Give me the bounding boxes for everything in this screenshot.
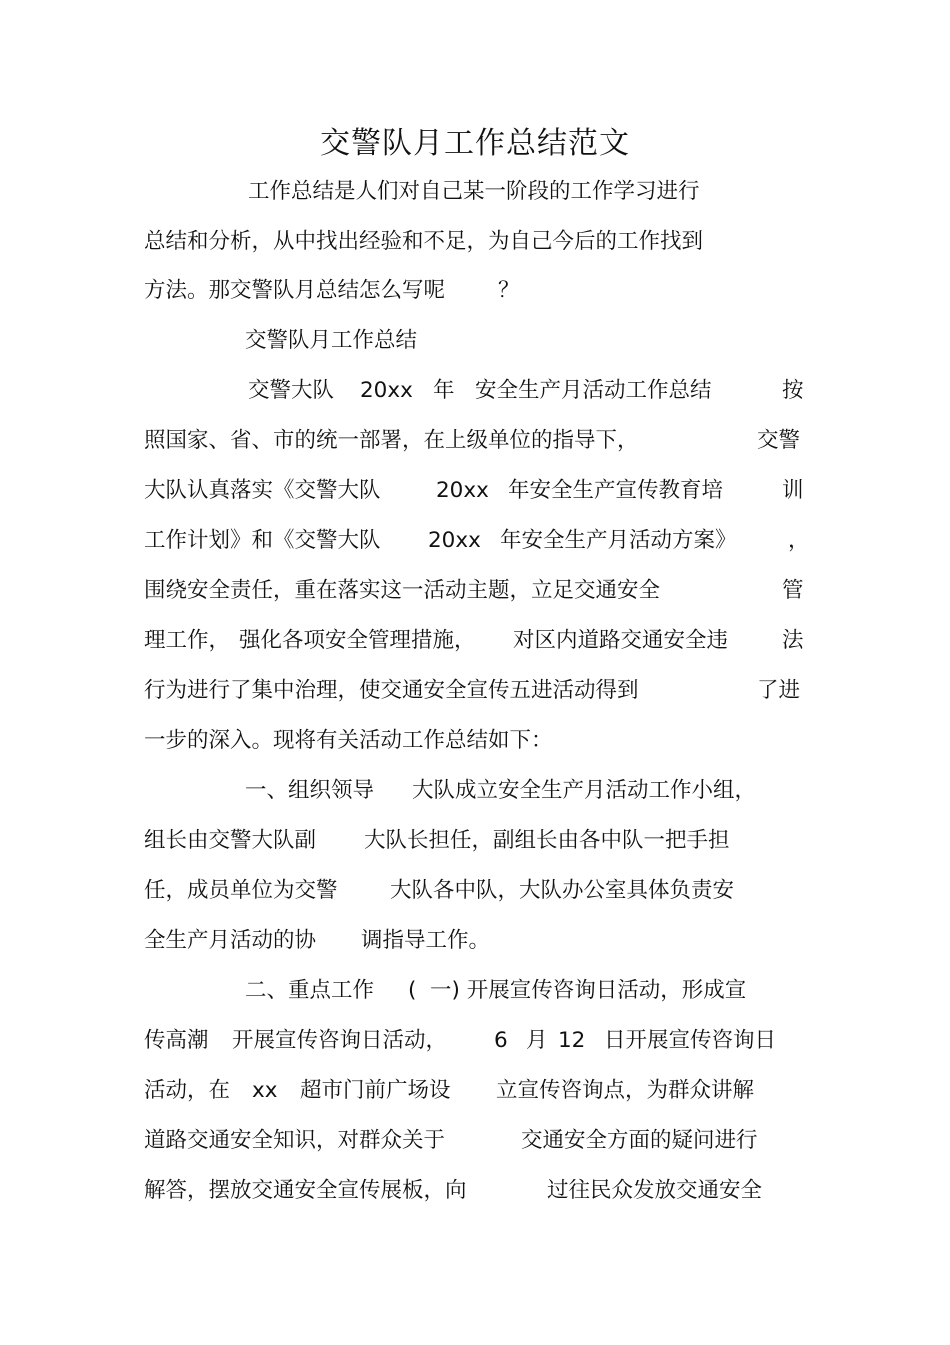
section-heading: 交警队月工作总结: [245, 328, 418, 353]
text-line: [0, 1026, 950, 1056]
text-segment: 工作计划》和《交警大队: [144, 528, 381, 553]
text-segment: 交警大队: [248, 378, 335, 403]
text-segment: 强化各项安全管理措施，: [239, 628, 476, 653]
text-segment: 大队认真落实《交警大队: [144, 478, 381, 503]
text-segment: 安全生产月活动工作总结: [475, 378, 712, 403]
text-segment: 6: [494, 1028, 508, 1053]
text-line: [0, 1076, 950, 1106]
text-line: [0, 326, 950, 356]
text-line: [0, 626, 950, 656]
text-segment: 交通安全方面的疑问进行: [521, 1128, 758, 1153]
text-line: [0, 276, 950, 306]
text-segment: 传高潮: [144, 1028, 209, 1053]
text-line: [0, 227, 950, 257]
text-segment: 行为进行了集中治理，使交通安全宣传五进活动得到: [144, 678, 639, 703]
text-line: [0, 826, 950, 856]
text-segment: 大队成立安全生产月活动工作小组，: [412, 778, 757, 803]
text-segment: 交警: [757, 428, 801, 453]
text-segment: 解答，摆放交通安全宣传展板，向: [144, 1178, 467, 1203]
text-segment: ，: [788, 528, 810, 553]
text-segment: 围绕安全责任，重在落实这一活动主题，立足交通安全: [144, 578, 661, 603]
text-segment: ？: [498, 278, 520, 303]
text-segment: 理工作，: [144, 628, 231, 653]
text-line: [0, 876, 950, 906]
text-segment: 年安全生产月活动方案》: [500, 528, 737, 553]
section-heading: 二、重点工作: [245, 978, 375, 1003]
text-segment: 20xx: [428, 528, 481, 553]
text-segment: 月: [526, 1028, 548, 1053]
text-segment: 总结和分析，从中找出经验和不足，为自己今后的工作找到: [144, 229, 704, 254]
text-segment: 日开展宣传咨询日: [604, 1028, 777, 1053]
text-segment: 开展宣传咨询日活动，: [232, 1028, 448, 1053]
text-line: [0, 476, 950, 506]
text-line: [0, 676, 950, 706]
text-segment: 年: [433, 378, 455, 403]
text-segment: 了进: [757, 678, 801, 703]
text-segment: 法: [782, 628, 804, 653]
text-segment: 大队各中队，大队办公室具体负责安: [390, 878, 735, 903]
text-segment: 12: [558, 1028, 586, 1053]
text-segment: 超市门前广场设: [300, 1078, 451, 1103]
text-line: [0, 1126, 950, 1156]
text-segment: 道路交通安全知识，对群众关于: [144, 1128, 446, 1153]
text-line: [0, 1176, 950, 1206]
text-segment: 全生产月活动的协: [144, 928, 317, 953]
text-line: [0, 426, 950, 456]
text-line: [0, 776, 950, 806]
text-segment: 训: [782, 478, 804, 503]
text-line: [0, 376, 950, 406]
text-segment: 一步的深入。现将有关活动工作总结如下：: [144, 728, 553, 753]
text-segment: 过往民众发放交通安全: [547, 1178, 763, 1203]
text-line: [0, 726, 950, 756]
text-segment: 工作总结是人们对自己某一阶段的工作学习进行: [248, 179, 700, 204]
text-segment: 任，成员单位为交警: [144, 878, 338, 903]
text-segment: 大队长担任，副组长由各中队一把手担: [364, 828, 730, 853]
text-segment: 20xx: [360, 378, 413, 403]
text-segment: 活动，在: [144, 1078, 231, 1103]
document-title: 交警队月工作总结范文: [320, 126, 630, 161]
text-segment: 对区内道路交通安全违: [513, 628, 729, 653]
text-segment: (: [408, 978, 417, 1003]
text-line: [0, 526, 950, 556]
text-segment: 年安全生产宣传教育培: [508, 478, 724, 503]
text-segment: 照国家、省、市的统一部署，在上级单位的指导下，: [144, 428, 639, 453]
text-segment: 一) 开展宣传咨询日活动，形成宣: [430, 978, 747, 1003]
text-segment: 组长由交警大队副: [144, 828, 317, 853]
text-segment: 管: [782, 578, 804, 603]
text-segment: 立宣传咨询点，为群众讲解: [496, 1078, 755, 1103]
text-segment: xx: [252, 1078, 278, 1103]
section-heading: 一、组织领导: [245, 778, 375, 803]
text-line: [0, 177, 950, 207]
text-segment: 方法。那交警队月总结怎么写呢: [144, 278, 446, 303]
text-line: [0, 926, 950, 956]
text-segment: 调指导工作。: [361, 928, 491, 953]
text-line: [0, 976, 950, 1006]
text-line: [0, 576, 950, 606]
text-segment: 20xx: [436, 478, 489, 503]
text-segment: 按: [782, 378, 804, 403]
